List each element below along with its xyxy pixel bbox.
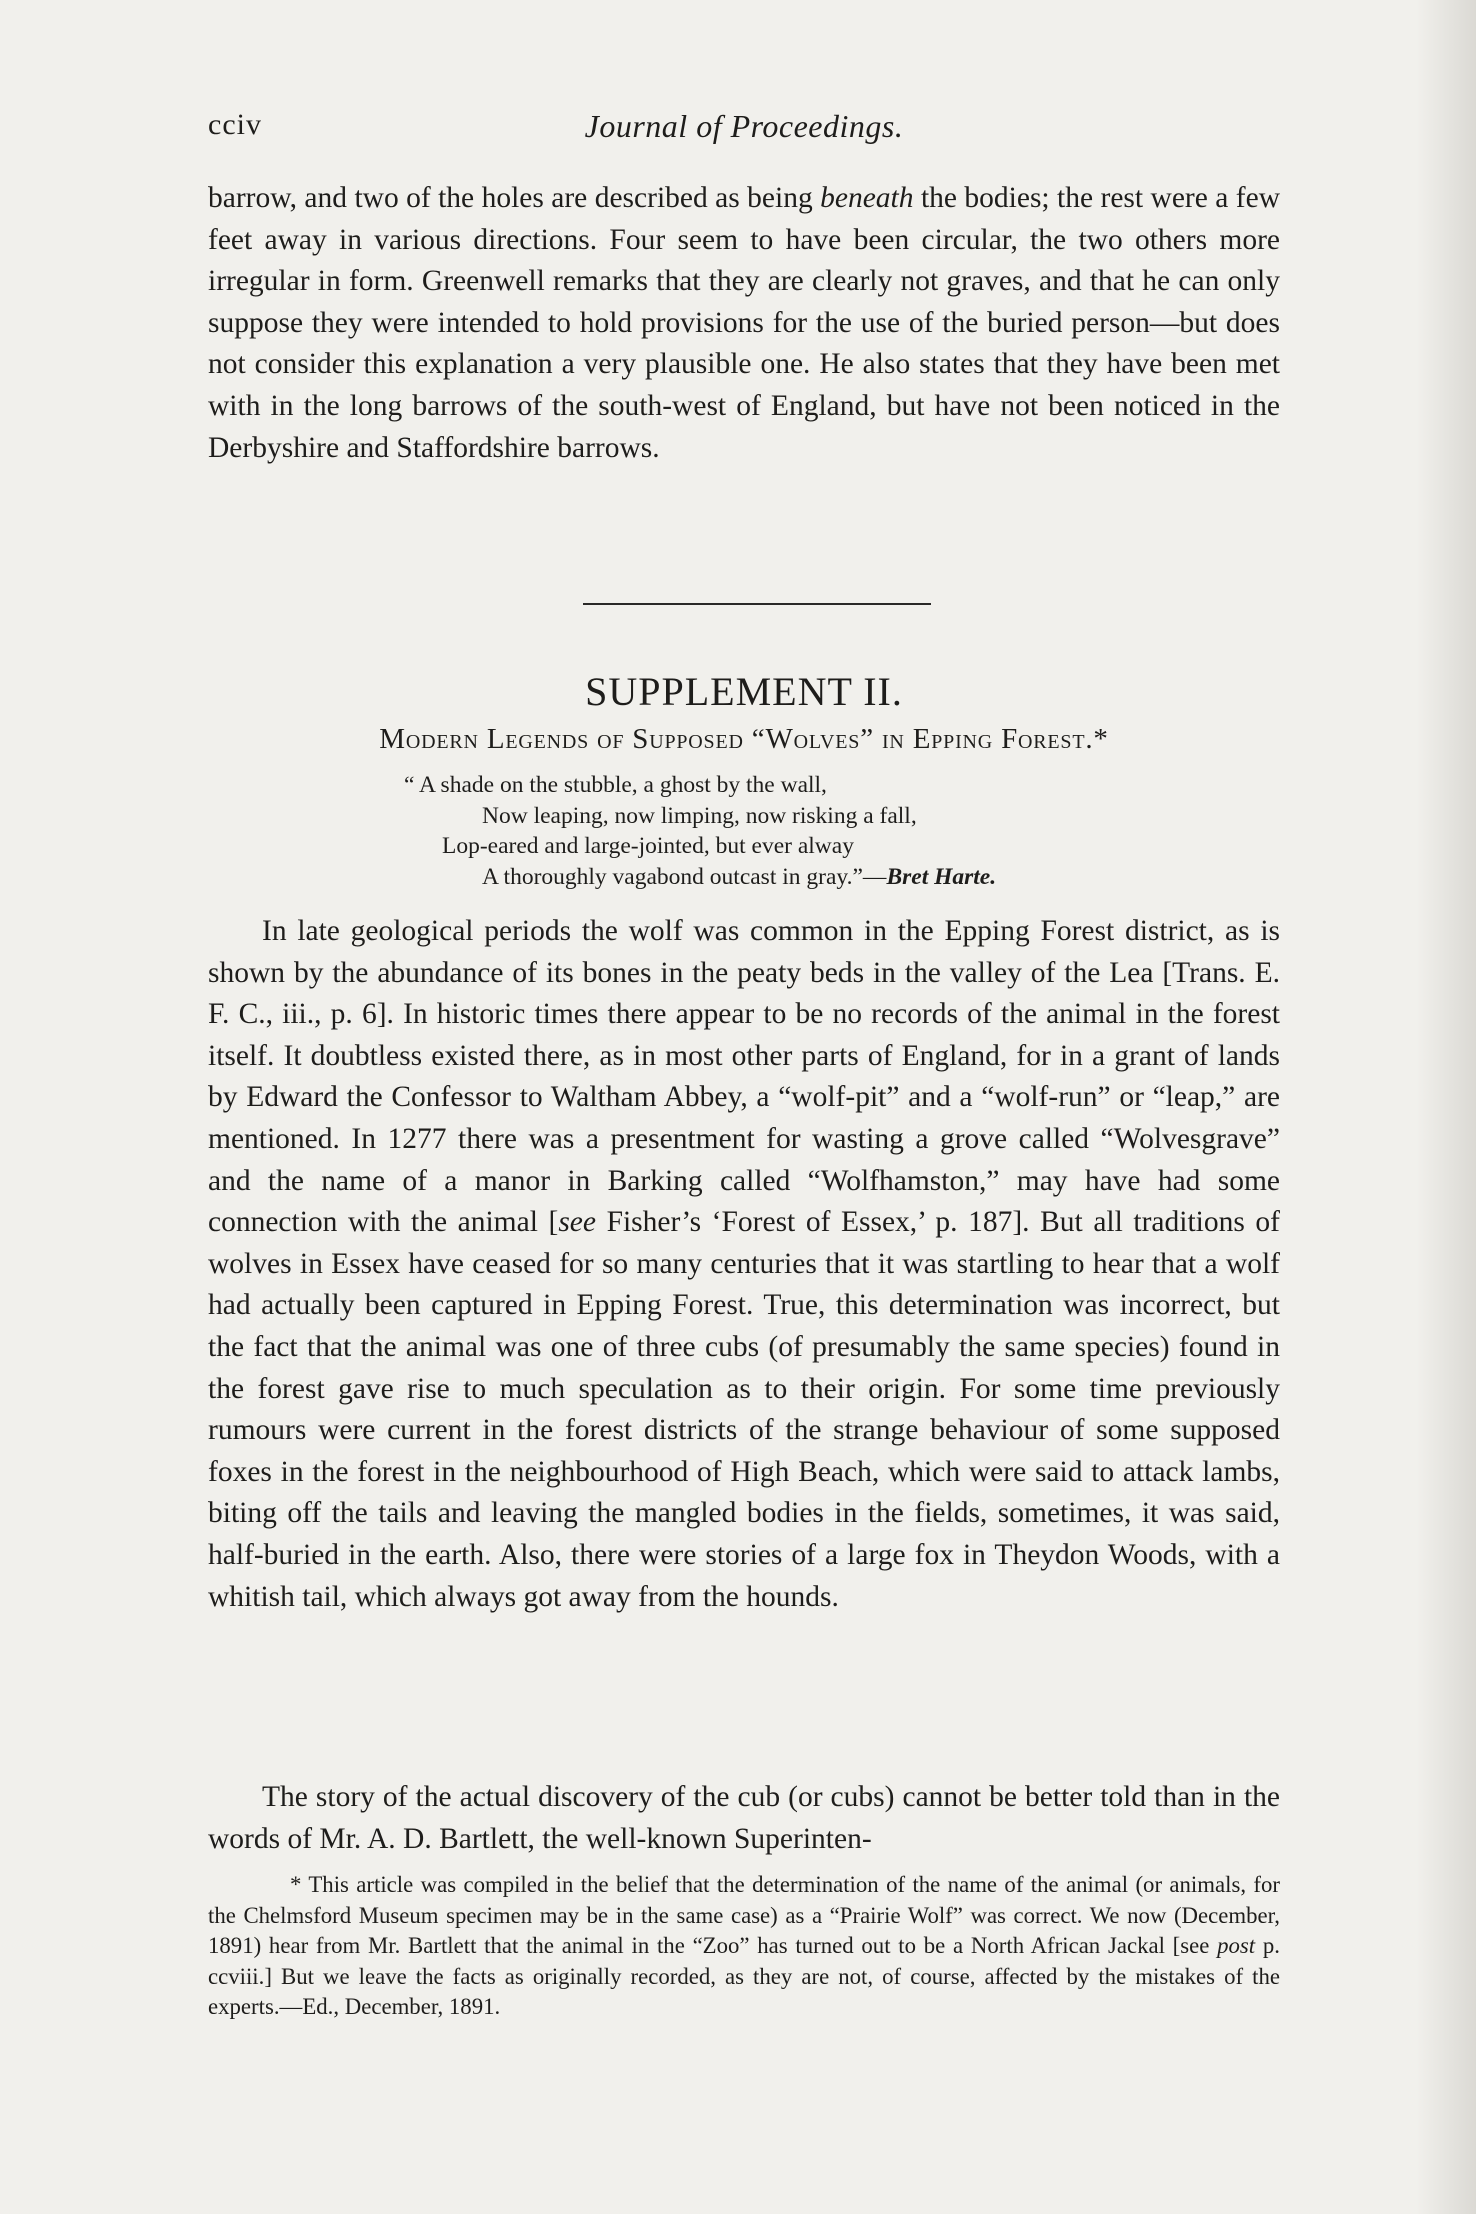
epigraph-attribution: Bret Harte. — [886, 863, 997, 890]
paragraph-wolf-history — [208, 911, 1280, 1618]
epigraph-line: “ A shade on the stubble, a ghost by the wall, — [404, 772, 827, 798]
paragraph-text: the bodies; the rest were a few feet away in various directions. Four seem to have been circular, the two others more irregular in form. Greenwell remarks that they are clearly not graves, and that he can only suppose they were intended to hold provisions for the use of the buried person—but does not consider this explanation a very plausible one. He also states that they have been met with in the long barrows of the south-west of England, but have not been noticed in the Derbyshire and Staffordshire barrows. — [208, 182, 1280, 464]
paragraph-text: Fisher’s ‘Forest of Essex,’ p. 187]. But all traditions of wolves in Essex have ceased for so many centuries that it was startling to hear that a wolf had actually been captured in Epping Forest. True, this determination was incorrect, but the fact that the animal was one of three cubs (of presumably the same species) found in the forest gave rise to much speculation as to their origin. For some time previously rumours were current in the forest districts of the strange behaviour of some supposed foxes in the forest in the neighbourhood of High Beach, which were said to attack lambs, biting off the tails and leaving the mangled bodies in the fields, sometimes, it was said, half-buried in the earth. Also, there were stories of a large fox in Theydon Woods, with a whitish tail, which always got away from the hounds. — [208, 1206, 1280, 1613]
emphasis-text: post — [1217, 1933, 1256, 1959]
emphasis-text: see — [558, 1206, 596, 1239]
section-title: SUPPLEMENT II. — [585, 669, 903, 714]
epigraph-line-text: A thoroughly vagabond outcast in gray.”— — [482, 863, 887, 890]
epigraph-line — [482, 862, 1476, 893]
footnote-text: * This article was compiled in the belief that the determination of the name of the animal (or animals, for the Chelmsford Museum specimen may be in the same case) as a “Prairie Wolf” was correct. We now (December, 1891) hear from Mr. Bartlett that the animal in the “Zoo” has turned out to be a North African Jackal [see — [208, 1872, 1280, 1959]
footnote — [208, 1870, 1280, 2023]
footnote-text: p. ccviii.] But we leave the facts as originally recorded, as they are not, of course, affected by the mistakes of the experts.—Ed., December, 1891. — [208, 1933, 1280, 2020]
paragraph-text: In late geological periods the wolf was common in the Epping Forest district, as is shown by the abundance of its bones in the peaty beds in the valley of the Lea [Trans. E. F. C., iii., p. 6]. In historic times there appear to be no records of the animal in the forest itself. It doubtless existed there, as in most other parts of England, for in a grant of lands by Edward the Confessor to Waltham Abbey, a “wolf-pit” and a “wolf-run” or “leap,” are mentioned. In 1277 there was a presentment for wasting a grove called “Wolvesgrave” and the name of a manor in Barking called “Wolfhamston,” may have had some connection with the animal [ — [208, 915, 1280, 1239]
page-number: cciv — [208, 108, 262, 141]
page-header — [208, 108, 1280, 158]
paragraph-text: barrow, and two of the holes are described as being — [208, 182, 821, 214]
emphasis-text: beneath — [820, 182, 914, 214]
paragraph-barrows — [208, 178, 1280, 469]
page-edge-shadow — [1416, 0, 1476, 2214]
section-divider — [583, 603, 931, 605]
paragraph-discovery: The story of the actual discovery of the cub (or cubs) cannot be better told than in the words of Mr. A. D. Bartlett, the well-known Superinten- — [208, 1781, 1280, 1855]
epigraph-line: Now leaping, now limping, now risking a fall, — [482, 802, 917, 829]
running-head: Journal of Proceedings. — [584, 108, 904, 144]
epigraph — [208, 770, 1280, 892]
section-subtitle: Modern Legends of Supposed “Wolves” in Epping Forest.* — [379, 723, 1109, 755]
epigraph-line: Lop-eared and large-jointed, but ever alway — [442, 833, 854, 859]
